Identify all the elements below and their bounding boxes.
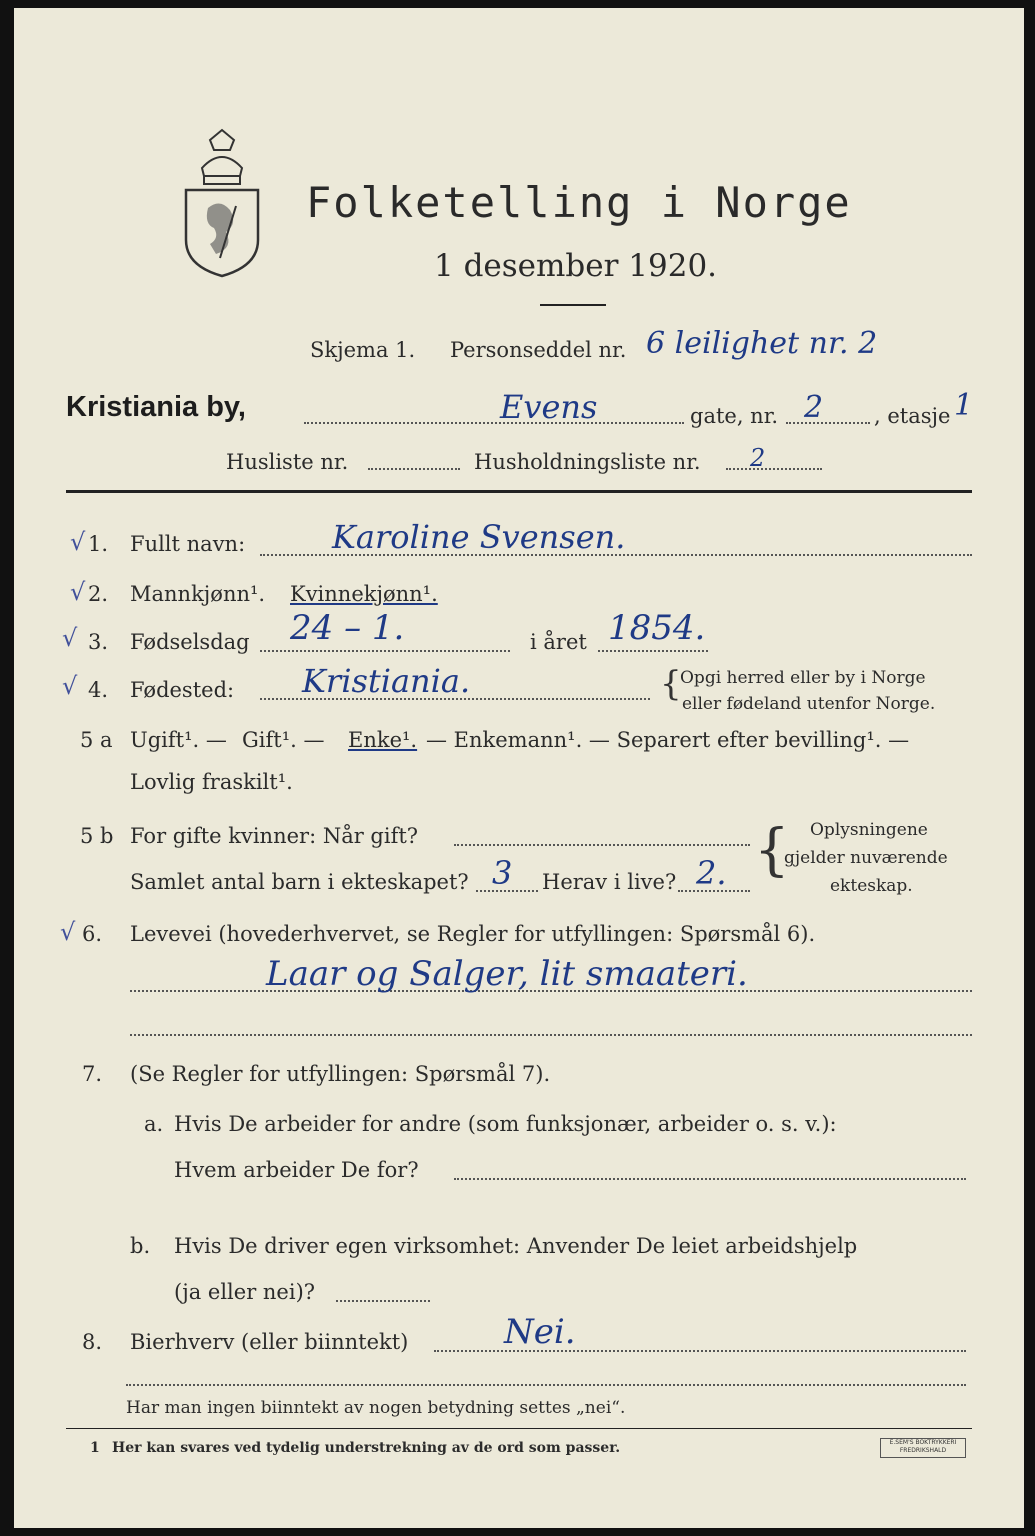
q8-line-2 [126,1384,966,1386]
birth-year-value[interactable]: 1854. [608,608,706,648]
birthplace-value[interactable]: Kristiania. [302,662,471,700]
q7b-letter: b. [130,1234,151,1258]
etasje-value[interactable]: 1 [954,388,974,423]
q2-number: 2. [88,582,109,606]
husholdning-label: Husholdningsliste nr. [474,450,701,474]
q5b-note-3: ekteskap. [830,876,913,896]
q5b-note-1: Oplysningene [810,820,928,840]
etasje-label: , etasje [874,404,951,428]
gender-female-option[interactable]: Kvinnekjønn¹. [290,582,438,606]
q4-note-1: Opgi herred eller by i Norge [680,668,926,688]
q7-number: 7. [82,1062,103,1086]
q4-label: Fødested: [130,678,235,702]
q5a-number: 5 a [80,728,113,752]
census-form-page [14,8,1024,1528]
footnote: Her kan svares ved tydelig understrekning av de ord som passer. [112,1440,621,1456]
gender-male-option[interactable]: Mannkjønn¹. [130,582,266,606]
side-income-value[interactable]: Nei. [504,1312,576,1352]
status-ugift-option[interactable]: Ugift¹. — [130,728,227,752]
note-text: Har man ingen biinntekt av nogen betydning settes „nei“. [126,1398,626,1418]
street-value[interactable]: Evens [500,388,598,426]
occupation-value[interactable]: Laar og Salger, lit smaateri. [266,954,748,994]
husholdning-value[interactable]: 2 [750,444,766,472]
check-mark: √ [70,578,86,606]
q8-number: 8. [82,1330,103,1354]
census-date: 1 desember 1920. [434,248,718,284]
husholdning-line [726,468,822,470]
form-title: Folketelling i Norge [306,178,852,227]
q3-line [260,650,510,652]
q3-number: 3. [88,630,109,654]
q3-label: Fødselsdag [130,630,250,654]
personseddel-label: Personseddel nr. [450,338,627,362]
alive-label: Herav i live? [542,870,677,894]
married-date-line [454,844,750,846]
alive-value[interactable]: 2. [696,854,727,892]
footer-rule [66,1428,972,1429]
q1-number: 1. [88,532,109,556]
coat-of-arms-icon [180,128,264,278]
skjema-label: Skjema 1. [310,338,416,362]
q7a-label: Hvis De arbeider for andre (som funksjonær, arbeider o. s. v.): [174,1112,837,1136]
q4-number: 4. [88,678,109,702]
q5b-label: For gifte kvinner: Når gift? [130,824,419,848]
status-enke-option[interactable]: Enke¹. [348,728,418,752]
gate-label: gate, nr. [690,404,779,428]
q4-note-2: eller fødeland utenfor Norge. [682,694,936,714]
q7b-line2: (ja eller nei)? [174,1280,316,1304]
full-name-value[interactable]: Karoline Svensen. [332,518,626,556]
city-label: Kristiania by, [66,391,246,423]
children-value[interactable]: 3 [492,854,513,892]
q7a-letter: a. [144,1112,164,1136]
divider [540,304,606,306]
status-gift-option[interactable]: Gift¹. — [242,728,325,752]
nr-line [786,422,870,424]
q6-label: Levevei (hovederhvervet, se Regler for utfyllingen: Spørsmål 6). [130,922,816,946]
personseddel-value[interactable]: 6 leilighet nr. 2 [646,326,878,361]
q5b-note-2: gjelder nuværende [784,848,948,868]
section-rule [66,490,972,493]
q7b-label: Hvis De driver egen virksomhet: Anvender De leiet arbeidshjelp [174,1234,858,1258]
brace: { [660,664,682,704]
q5b-number: 5 b [80,824,114,848]
children-label: Samlet antal barn i ekteskapet? [130,870,469,894]
check-mark: √ [60,918,76,946]
q3-year-label: i året [530,630,587,654]
q6-line-2 [130,1034,972,1036]
husliste-label: Husliste nr. [226,450,349,474]
printer-stamp: E.SEM'S BOKTRYKKERI FREDRIKSHALD [880,1438,966,1458]
footnote-mark: 1 [90,1440,100,1456]
q7-label: (Se Regler for utfyllingen: Spørsmål 7). [130,1062,551,1086]
house-number-value[interactable]: 2 [804,390,824,425]
status-other-options[interactable]: — Enkemann¹. — Separert efter bevilling¹. — [426,728,910,752]
check-mark: √ [62,624,78,652]
hire-help-line[interactable] [336,1300,430,1302]
husliste-line [368,468,460,470]
status-fraskilt-option[interactable]: Lovlig fraskilt¹. [130,770,293,794]
street-line [304,422,684,424]
employer-line[interactable] [454,1178,966,1180]
q3-year-line [598,650,708,652]
brace: { [754,818,790,883]
check-mark: √ [70,528,86,556]
q6-number: 6. [82,922,103,946]
birth-date-value[interactable]: 24 – 1. [290,608,405,648]
q1-label: Fullt navn: [130,532,246,556]
q8-label: Bierhverv (eller biinntekt) [130,1330,409,1354]
check-mark: √ [62,672,78,700]
q7a-line2: Hvem arbeider De for? [174,1158,419,1182]
